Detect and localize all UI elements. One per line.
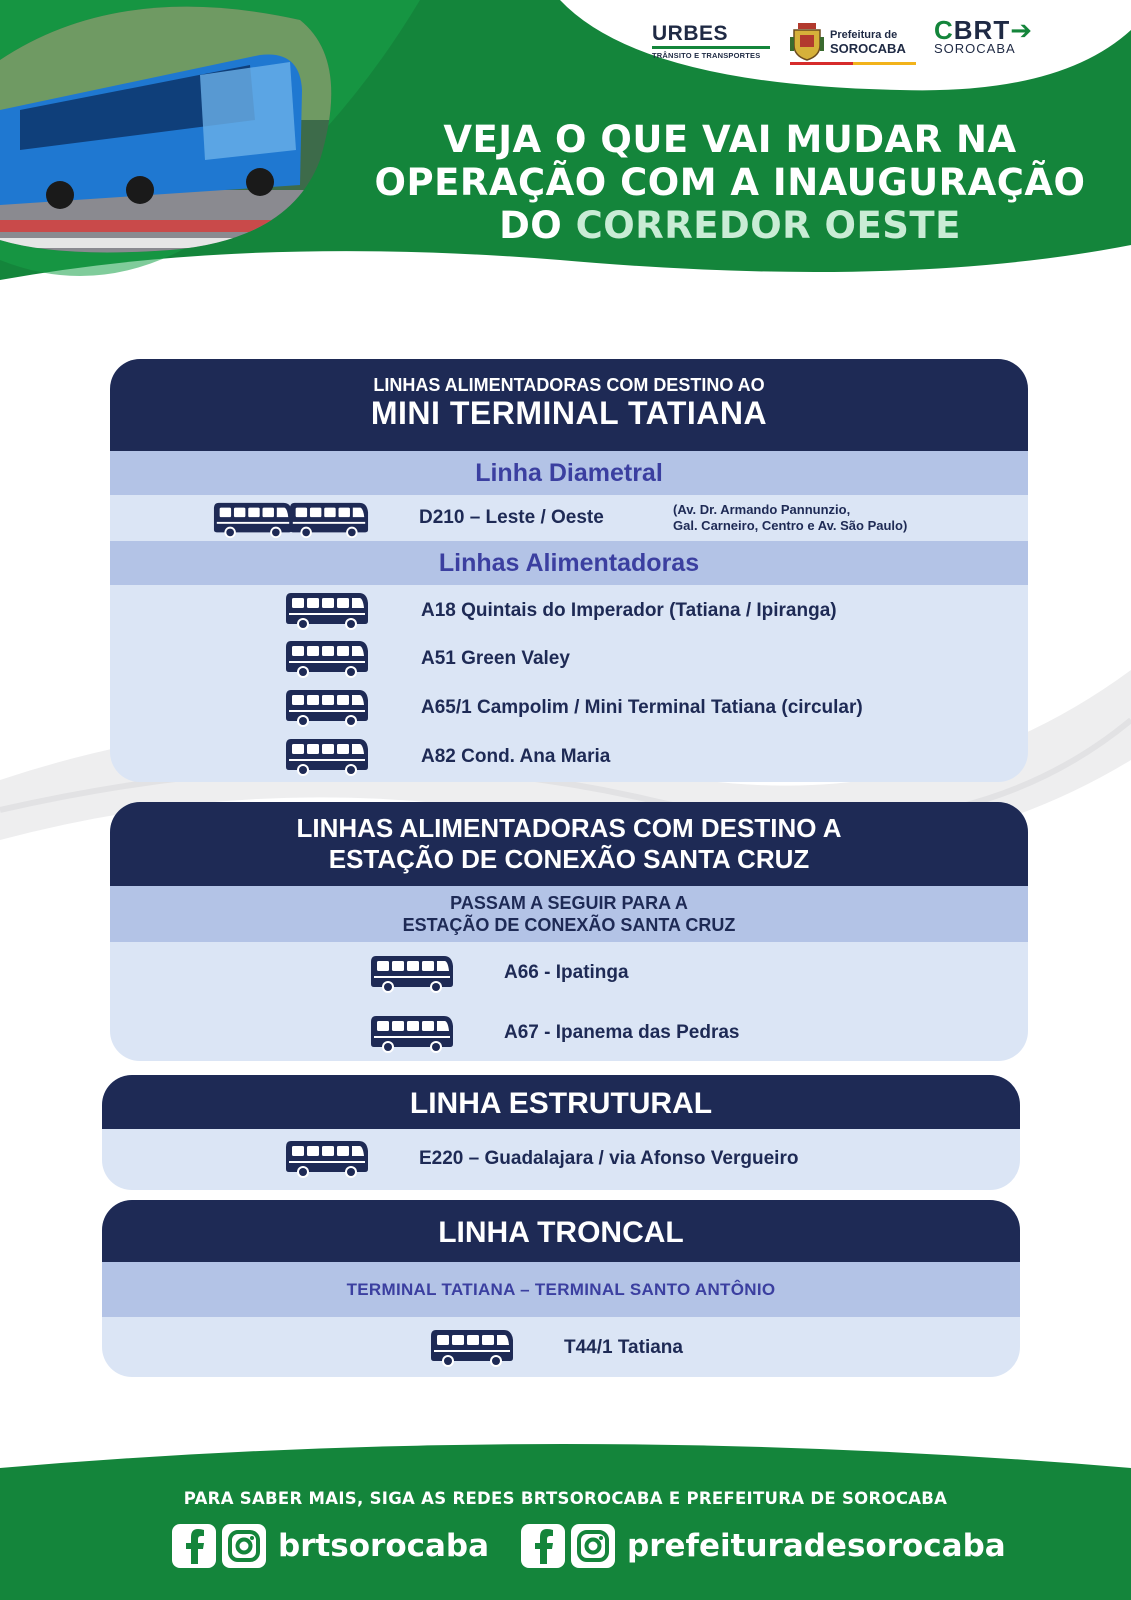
footer-text: PARA SABER MAIS, SIGA AS REDES BRTSOROCABA E PREFEITURA DE SOROCABA (183, 1489, 948, 1508)
alimentadoras-heading: Linhas Alimentadoras (438, 549, 700, 577)
brtsorocaba-handle[interactable]: brtsorocaba (278, 1528, 490, 1564)
prefeitura-logo-line1: Prefeitura de (830, 28, 898, 41)
bus-icon (370, 1014, 454, 1054)
bus-icon (285, 688, 369, 728)
headline-accent: CORREDOR OESTE (575, 204, 961, 247)
section-tatiana-header (110, 359, 1028, 451)
troncal-band-text: TERMINAL TATIANA – TERMINAL SANTO ANTÔNIO (346, 1280, 776, 1299)
footer-background (0, 1440, 1131, 1600)
bus-icon (370, 954, 454, 994)
urbes-logo-subtitle: TRÂNSITO E TRANSPORTES (652, 51, 761, 60)
line-label: A66 - Ipatinga (504, 962, 629, 983)
headline-line-2: OPERAÇÃO COM A INAUGURAÇÃO (374, 161, 1086, 204)
section-troncal-header (102, 1200, 1020, 1262)
diametral-route-note-line-2: Gal. Carneiro, Centro e Av. São Paulo) (673, 518, 908, 533)
alimentadoras-band (110, 541, 1028, 585)
urbes-logo-name: URBES (652, 22, 729, 45)
instagram-icon[interactable] (222, 1524, 266, 1568)
diametral-heading: Linha Diametral (475, 459, 663, 487)
section-estrutural (102, 1075, 1020, 1190)
section-santa-cruz (110, 802, 1028, 1061)
prefeitura-logo-line2: SOROCABA (830, 40, 906, 56)
facebook-icon[interactable] (172, 1524, 216, 1568)
section-santa-cruz-header (110, 802, 1028, 886)
list-item[interactable] (110, 587, 1028, 635)
list-item[interactable] (110, 684, 1028, 732)
brt-logo-city: SOROCABA (934, 41, 1016, 56)
section-estrutural-header (102, 1075, 1020, 1129)
prefeitura-logo (790, 18, 918, 66)
santa-cruz-band (110, 886, 1028, 942)
social-prefeitura[interactable] (521, 1522, 1006, 1570)
list-item[interactable] (110, 946, 1028, 1002)
list-item[interactable] (102, 1131, 1020, 1189)
headline-line-1: VEJA O QUE VAI MUDAR NA (443, 118, 1017, 161)
section-tatiana (110, 359, 1028, 782)
section-troncal (102, 1200, 1020, 1377)
headline-line-3-prefix: DO (499, 204, 563, 247)
bus-icon (285, 591, 369, 631)
bus-icon (285, 737, 369, 777)
articulated-bus-icon (213, 500, 369, 540)
coat-of-arms-icon (790, 23, 824, 61)
urbes-logo (652, 18, 772, 66)
section-santa-cruz-title-line-1: LINHAS ALIMENTADORAS COM DESTINO A (296, 813, 842, 843)
list-item[interactable] (102, 1318, 1020, 1376)
line-label: A67 - Ipanema das Pedras (504, 1022, 740, 1043)
diametral-band (110, 451, 1028, 495)
line-label: A51 Green Valey (421, 648, 570, 669)
bus-icon (430, 1328, 514, 1368)
list-item[interactable] (110, 635, 1028, 683)
prefeitura-handle[interactable]: prefeituradesorocaba (627, 1528, 1006, 1564)
diametral-route-note-line-1: (Av. Dr. Armando Pannunzio, (673, 502, 851, 517)
section-estrutural-title: LINHA ESTRUTURAL (409, 1087, 713, 1120)
section-tatiana-title: MINI TERMINAL TATIANA (370, 395, 768, 431)
diametral-route-note (673, 502, 907, 534)
social-brtsorocaba[interactable] (172, 1522, 489, 1570)
brt-logo-brand: BRT (953, 15, 1011, 45)
santa-cruz-band-line-2: ESTAÇÃO DE CONEXÃO SANTA CRUZ (402, 915, 736, 935)
brt-logo: CBRT➔ SOROCABA (934, 15, 1034, 56)
list-item[interactable] (110, 1006, 1028, 1061)
line-label: A18 Quintais do Imperador (Tatiana / Ipiranga) (421, 600, 837, 621)
bus-icon (285, 639, 369, 679)
line-label: E220 – Guadalajara / via Afonso Vergueiro (419, 1148, 799, 1169)
line-label: A65/1 Campolim / Mini Terminal Tatiana (circular) (421, 697, 863, 718)
page-headline (340, 118, 1120, 247)
section-santa-cruz-title-line-2: ESTAÇÃO DE CONEXÃO SANTA CRUZ (328, 844, 810, 874)
line-label: A82 Cond. Ana Maria (421, 746, 611, 767)
list-item[interactable] (110, 733, 1028, 781)
santa-cruz-band-line-1: PASSAM A SEGUIR PARA A (450, 893, 688, 913)
facebook-icon[interactable] (521, 1524, 565, 1568)
section-tatiana-title-small: LINHAS ALIMENTADORAS COM DESTINO AO (373, 375, 765, 395)
section-troncal-title: LINHA TRONCAL (438, 1216, 684, 1249)
diametral-row[interactable] (110, 495, 1028, 541)
diametral-line-label: D210 – Leste / Oeste (419, 507, 604, 528)
line-label: T44/1 Tatiana (564, 1337, 683, 1358)
bus-photo (0, 0, 345, 265)
instagram-icon[interactable] (571, 1524, 615, 1568)
bus-icon (285, 1139, 369, 1179)
troncal-band (102, 1262, 1020, 1317)
